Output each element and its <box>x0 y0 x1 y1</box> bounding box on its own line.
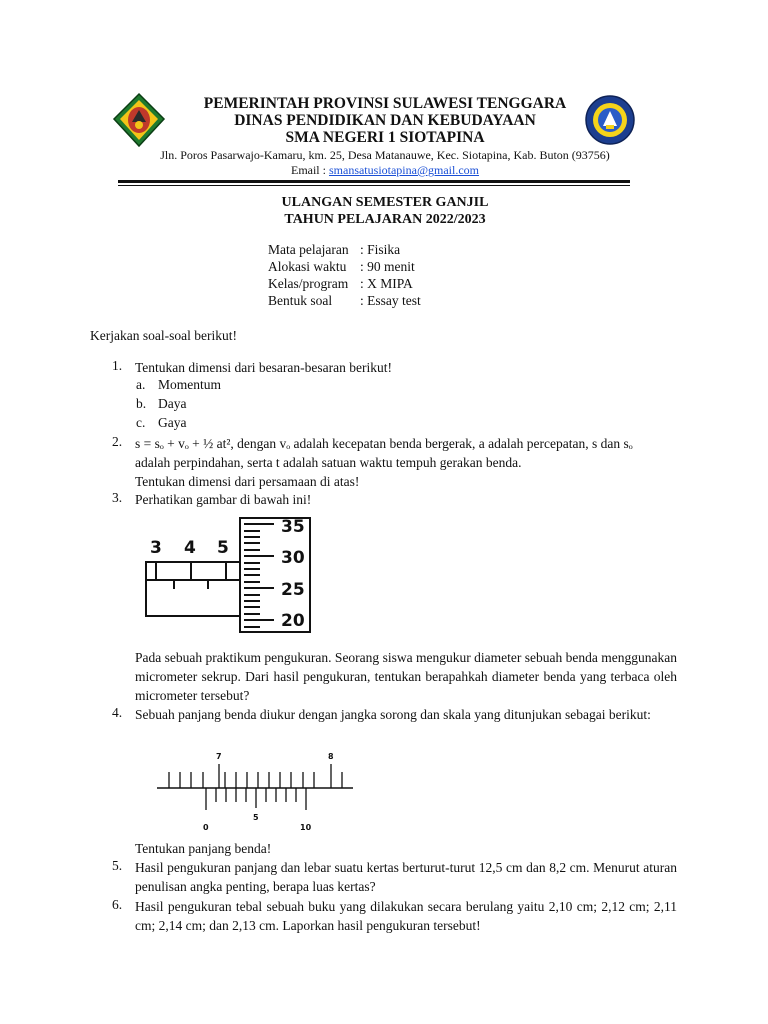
vernier-scale-label: 5 <box>253 813 259 822</box>
thimble-label: 25 <box>281 580 305 600</box>
meta-label: Kelas/program <box>268 276 349 291</box>
vernier-scale-label: 10 <box>300 823 312 832</box>
q3-paragraph: Pada sebuah praktikum pengukuran. Seorang siswa mengukur diameter sebuah benda menggunakan micrometer sekrup. Dari hasil pengukuran, tentukan berapahkah diameter benda yang terbaca oleh micrometer tersebut? <box>135 650 677 703</box>
thimble-label: 35 <box>281 517 305 537</box>
q1-item-text: Daya <box>158 396 187 411</box>
q1-text: Tentukan dimensi dari besaran-besaran berikut! <box>135 360 392 375</box>
q2-line-3: Tentukan dimensi dari persamaan di atas! <box>135 474 360 489</box>
q3-text: Perhatikan gambar di bawah ini! <box>135 492 312 507</box>
meta-row <box>268 293 421 309</box>
q1-item-letter: b. <box>136 396 147 411</box>
meta-value: : X MIPA <box>360 276 413 291</box>
q6-number: 6. <box>112 897 123 912</box>
vernier-caliper-figure <box>155 748 355 834</box>
meta-value: : 90 menit <box>360 259 415 274</box>
address: Jln. Poros Pasarwajo-Kamaru, km. 25, Desa Matanauwe, Kec. Siotapina, Kab. Buton (93756) <box>160 148 610 162</box>
meta-label: Bentuk soal <box>268 293 333 308</box>
kop-line-1: PEMERINTAH PROVINSI SULAWESI TENGGARA <box>203 95 567 112</box>
q4-number: 4. <box>112 705 123 720</box>
email-line <box>110 163 660 178</box>
main-scale-label: 8 <box>328 752 334 761</box>
q1-item-letter: a. <box>136 377 146 392</box>
meta-row <box>268 242 400 258</box>
q2-line-1: s = sₒ + vₒ + ½ at², dengan vₒ adalah kecepatan benda bergerak, a adalah percepatan, s dan sₒ <box>135 436 633 451</box>
email-label: Email : <box>290 163 329 177</box>
exam-title-2: TAHUN PELAJARAN 2022/2023 <box>284 212 486 227</box>
main-scale-label: 4 <box>184 538 196 558</box>
q1-item-text: Momentum <box>158 377 221 392</box>
micrometer-figure <box>144 516 314 640</box>
q1-number: 1. <box>112 358 123 373</box>
q4-text: Sebuah panjang benda diukur dengan jangka sorong dan skala yang ditunjukan sebagai berikut: <box>135 707 651 722</box>
thimble-label: 30 <box>281 548 305 568</box>
main-scale-label: 5 <box>217 538 229 558</box>
meta-value: : Fisika <box>360 242 401 257</box>
thimble-label: 20 <box>281 611 305 631</box>
q5-number: 5. <box>112 858 123 873</box>
q2-number: 2. <box>112 434 123 449</box>
meta-row <box>268 276 413 292</box>
q4-after: Tentukan panjang benda! <box>135 841 272 856</box>
header-rule-thin <box>118 185 630 186</box>
q5-paragraph: Hasil pengukuran panjang dan lebar suatu kertas berturut-turut 12,5 cm dan 8,2 cm. Menurut aturan penulisan angka penting, berapa luas kertas? <box>135 860 677 894</box>
kop-line-2: DINAS PENDIDIKAN DAN KEBUDAYAAN <box>234 112 536 129</box>
q2-line-2: adalah perpindahan, serta t adalah satuan waktu tempuh gerakan benda. <box>135 455 522 470</box>
meta-label: Mata pelajaran <box>268 242 349 257</box>
main-scale-label: 7 <box>216 752 222 761</box>
email-link[interactable]: smansatusiotapina@gmail.com <box>328 163 480 177</box>
meta-value: : Essay test <box>360 293 421 308</box>
q1-item-letter: c. <box>136 415 146 430</box>
vernier-scale-label: 0 <box>203 823 209 832</box>
meta-label: Alokasi waktu <box>268 259 347 274</box>
instruction: Kerjakan soal-soal berikut! <box>90 328 237 343</box>
header-rule-thick <box>118 180 630 183</box>
q3-number: 3. <box>112 490 123 505</box>
main-scale-label: 3 <box>150 538 162 558</box>
vernier-scale-ticks <box>206 788 306 810</box>
exam-title-1: ULANGAN SEMESTER GANJIL <box>281 195 489 210</box>
kop-line-3: SMA NEGERI 1 SIOTAPINA <box>285 129 485 146</box>
q6-paragraph: Hasil pengukuran tebal sebuah buku yang dilakukan secara berulang yaitu 2,10 cm; 2,12 cm; 2,11 cm; 2,14 cm; dan 2,13 cm. Laporkan hasil pengukuran tersebut! <box>135 899 677 933</box>
meta-row <box>268 259 415 275</box>
main-scale-ticks <box>169 764 342 788</box>
q1-item-text: Gaya <box>158 415 187 430</box>
